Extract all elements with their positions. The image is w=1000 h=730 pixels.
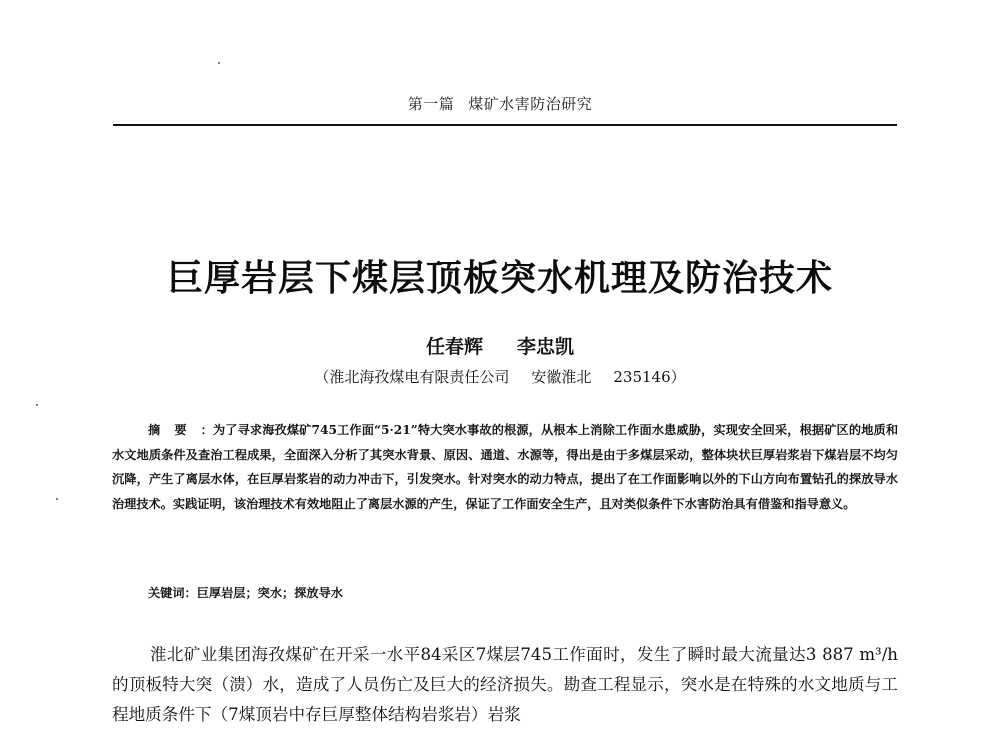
paren-open: （ [314,368,330,386]
header-part: 第一篇 [407,95,455,113]
body-paragraph: 淮北矿业集团海孜煤矿在开采一水平84采区7煤层745工作面时，发生了瞬时最大流量达3 887 m³/h的顶板特大突（溃）水，造成了人员伤亡及巨大的经济损失。勘查工程显示，突水是在特殊的水文地质与工程地质条件下（7煤顶岩中存巨厚整体结构岩浆岩）岩浆 [112,645,898,724]
affiliation [0,366,1000,387]
abstract-label: 摘要 [148,423,201,437]
scan-speck [56,498,58,500]
abstract-colon: ： [200,423,213,437]
affiliation-postcode: 235146 [613,368,671,386]
author-name: 任春辉 [425,336,483,358]
header-rule [113,124,897,126]
scan-speck [218,62,220,64]
authors [0,332,1000,359]
abstract [112,418,898,516]
paren-close: ） [670,368,686,386]
abstract-text: 为了寻求海孜煤矿745工作面“5·21”特大突水事故的根源，从根本上消除工作面水患威胁，实现安全回采，根据矿区的地质和水文地质条件及查治工程成果，全面深入分析了其突水背景、原因、通道、水源等，得出是由于多煤层采动，整体块状巨厚岩浆岩下煤岩层不均匀沉降，产生了离层水体，在巨厚岩浆岩的动力冲击下，引发突水。针对突水的动力特点，提出了在工作面影响以外的下山方向布置钻孔的探放导水治理技术。实践证明，该治理技术有效地阻止了离层水源的产生，保证了工作面安全生产，且对类似条件下水害防治具有借鉴和指导意义。 [112,423,899,511]
keywords-text: 巨厚岩层；突水；探放导水 [196,586,343,600]
header-section: 煤矿水害防治研究 [468,95,593,113]
paper-title: 巨厚岩层下煤层顶板突水机理及防治技术 [166,258,833,299]
keywords [148,584,898,601]
scan-speck [36,404,38,406]
running-header [0,93,1000,114]
affiliation-location: 安徽淮北 [531,368,592,386]
affiliation-org: 淮北海孜煤电有限责任公司 [329,368,510,386]
author-name: 李忠凯 [517,336,575,358]
keywords-label: 关键词： [148,586,197,600]
